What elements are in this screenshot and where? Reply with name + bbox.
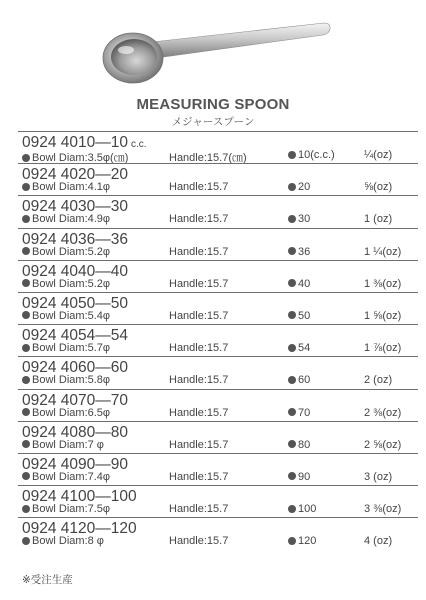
bullet-icon [288,183,296,191]
bullet-icon [288,505,296,513]
capacity-cc: 50 [288,310,310,322]
dash: — [95,455,111,473]
bullet-icon [288,279,296,287]
product-row [18,292,418,324]
handle-length: Handle:15.7 [169,342,229,355]
bullet-icon [288,247,296,255]
capacity-value: 36 [110,230,129,248]
product-row [18,453,418,485]
dash: — [95,230,111,248]
capacity-oz: 2 (oz) [364,374,393,387]
capacity-value: 30 [110,198,129,216]
bullet-icon [22,311,30,319]
product-code: 0924 4060 [22,359,96,377]
product-code: 0924 4010 [22,134,96,151]
handle-length: Handle:15.7 [169,406,229,419]
page-title: MEASURING SPOON [136,96,290,113]
product-row [18,389,418,421]
bullet-icon [22,440,30,448]
capacity-value: 40 [110,262,129,280]
product-row [18,163,418,195]
capacity-cc: 120 [288,535,316,547]
capacity-cc: 100 [288,503,316,515]
handle-length: Handle:15.7 [169,374,229,387]
bullet-icon [22,344,30,352]
bullet-icon [22,408,30,416]
capacity-cc: 70 [288,407,310,419]
capacity-oz: 1 ⅝(oz) [364,309,402,322]
product-row [18,131,418,163]
capacity-oz: 1 ⅜(oz) [364,277,402,290]
capacity-value: 90 [110,455,129,473]
capacity-value: 10 [110,134,129,151]
bullet-icon [22,215,30,223]
bowl-diameter: Bowl Diam:7.4φ [22,471,110,483]
handle-length: Handle:15.7 [169,503,229,516]
bowl-diameter: Bowl Diam:4.9φ [22,213,110,225]
bowl-diameter: Bowl Diam:7 φ [22,439,104,451]
product-code: 0924 4120 [22,520,96,538]
product-row [18,195,418,227]
capacity-value: 70 [110,391,129,409]
product-code: 0924 4020 [22,166,96,184]
bullet-icon [288,311,296,319]
capacity-unit: c.c. [131,139,147,150]
handle-length: Handle:15.7 [169,438,229,451]
capacity-cc: 30 [288,213,310,225]
bowl-diameter: Bowl Diam:5.8φ [22,374,110,386]
measuring-spoon-image [100,14,332,94]
capacity-cc: 10(c.c.) [288,149,335,161]
bullet-icon [22,505,30,513]
capacity-cc: 90 [288,471,310,483]
handle-length: Handle:15.7 [169,245,229,258]
capacity-oz: 2 ⅜(oz) [364,406,402,419]
bullet-icon [22,183,30,191]
dash: — [95,391,111,409]
product-row [18,517,418,549]
product-code: 0924 4030 [22,198,96,216]
bullet-icon [288,537,296,545]
capacity-cc: 60 [288,374,310,386]
capacity-cc: 40 [288,278,310,290]
bullet-icon [288,376,296,384]
dash: — [95,166,111,184]
product-code: 0924 4054 [22,327,96,345]
product-row [18,421,418,453]
capacity-value: 100 [110,488,137,506]
bullet-icon [288,344,296,352]
product-code: 0924 4090 [22,455,96,473]
dash: — [95,262,111,280]
product-code: 0924 4040 [22,262,96,280]
handle-length: Handle:15.7(㎝) [169,152,247,164]
bullet-icon [288,215,296,223]
capacity-value: 54 [110,327,129,345]
product-code: 0924 4036 [22,230,96,248]
dash: — [95,488,111,506]
bowl-diameter: Bowl Diam:5.7φ [22,342,110,354]
footnote: ※受注生産 [22,574,73,586]
product-code: 0924 4050 [22,294,96,312]
dash: — [95,327,111,345]
bullet-icon [22,376,30,384]
handle-length: Handle:15.7 [169,535,229,548]
capacity-value: 80 [110,423,129,441]
bowl-diameter: Bowl Diam:6.5φ [22,407,110,419]
capacity-oz: 1 ⅞(oz) [364,342,402,355]
bullet-icon [288,440,296,448]
dash: — [95,294,111,312]
dash: — [95,359,111,377]
capacity-cc: 20 [288,181,310,193]
dash: — [95,198,111,216]
product-row [18,260,418,292]
bullet-icon [22,154,30,162]
product-row [18,228,418,260]
capacity-oz: 4 (oz) [364,535,393,548]
dash: — [95,423,111,441]
product-row [18,324,418,356]
bullet-icon [288,408,296,416]
product-row [18,485,418,517]
capacity-oz: ¼(oz) [364,149,393,161]
capacity-value: 60 [110,359,129,377]
dash: — [95,134,111,151]
handle-length: Handle:15.7 [169,277,229,290]
capacity-oz: 3 ⅜(oz) [364,503,402,516]
handle-length: Handle:15.7 [169,309,229,322]
capacity-oz: ⅝(oz) [364,181,393,194]
capacity-value: 20 [110,166,129,184]
bowl-diameter: Bowl Diam:7.5φ [22,503,110,515]
bullet-icon [22,279,30,287]
product-code: 0924 4080 [22,423,96,441]
dash: — [95,520,111,538]
handle-length: Handle:15.7 [169,213,229,226]
capacity-oz: 2 ⅝(oz) [364,438,402,451]
capacity-cc: 80 [288,439,310,451]
capacity-oz: 1 ¼(oz) [364,245,402,258]
capacity-oz: 1 (oz) [364,213,393,226]
capacity-value: 50 [110,294,129,312]
bowl-diameter: Bowl Diam:8 φ [22,535,104,547]
handle-length: Handle:15.7 [169,470,229,483]
page-subtitle: メジャースプーン [171,116,255,128]
product-list [18,131,418,549]
bowl-diameter: Bowl Diam:4.1φ [22,181,110,193]
bullet-icon [22,247,30,255]
bowl-diameter: Bowl Diam:3.5φ(㎝) [22,149,128,165]
product-code: 0924 4100 [22,488,96,506]
bullet-icon [22,472,30,480]
bowl-diameter: Bowl Diam:5.2φ [22,246,110,258]
bowl-diameter: Bowl Diam:5.4φ [22,310,110,322]
capacity-cc: 54 [288,342,310,354]
bullet-icon [288,472,296,480]
product-code: 0924 4070 [22,391,96,409]
bullet-icon [288,151,296,159]
product-row [18,356,418,388]
capacity-oz: 3 (oz) [364,470,393,483]
bowl-diameter: Bowl Diam:5.2φ [22,278,110,290]
capacity-value: 120 [110,520,137,538]
handle-length: Handle:15.7 [169,181,229,194]
capacity-cc: 36 [288,246,310,258]
bullet-icon [22,537,30,545]
